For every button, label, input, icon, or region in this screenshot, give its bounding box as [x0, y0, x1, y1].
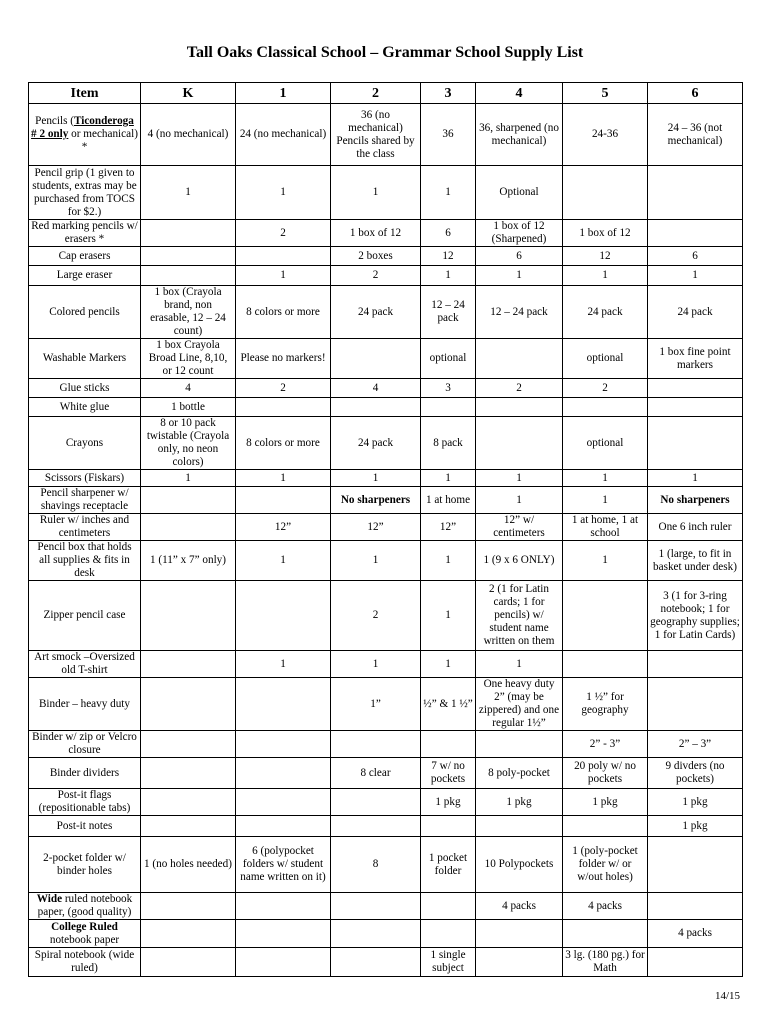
grade-cell: 12”: [421, 514, 476, 541]
grade-cell: 3 (1 for 3-ring notebook; 1 for geography supplies; 1 for Latin Cards): [648, 581, 743, 651]
grade-cell: 1: [331, 541, 421, 581]
item-cell: Post-it notes: [29, 816, 141, 837]
grade-cell: 7 w/ no pockets: [421, 758, 476, 789]
grade-cell: [141, 514, 236, 541]
table-row: [29, 166, 743, 220]
grade-cell: 1 box of 12: [563, 220, 648, 247]
grade-cell: [141, 487, 236, 514]
grade-cell: ½” & 1 ½”: [421, 678, 476, 731]
header-3: 3: [421, 83, 476, 104]
table-row: [29, 286, 743, 339]
grade-cell: 1: [476, 266, 563, 286]
grade-cell: 1: [141, 166, 236, 220]
grade-cell: 1 box Crayola Broad Line, 8,10, or 12 count: [141, 339, 236, 379]
grade-cell: [236, 948, 331, 977]
item-cell: Glue sticks: [29, 379, 141, 398]
grade-cell: One heavy duty 2” (may be zippered) and one regular 1½”: [476, 678, 563, 731]
table-row: [29, 893, 743, 920]
grade-cell: [648, 651, 743, 678]
grade-cell: 1 at home: [421, 487, 476, 514]
grade-cell: 1 pkg: [563, 789, 648, 816]
grade-cell: 1 (9 x 6 ONLY): [476, 541, 563, 581]
grade-cell: 24 pack: [648, 286, 743, 339]
grade-cell: [331, 398, 421, 417]
item-cell: Pencil box that holds all supplies & fits in desk: [29, 541, 141, 581]
grade-cell: 1 box of 12: [331, 220, 421, 247]
grade-cell: 2: [236, 379, 331, 398]
table-row: [29, 398, 743, 417]
grade-cell: 1: [421, 470, 476, 487]
grade-cell: [648, 893, 743, 920]
grade-cell: [331, 948, 421, 977]
header-row: [29, 83, 743, 104]
grade-cell: 8 poly-pocket: [476, 758, 563, 789]
grade-cell: 1: [236, 470, 331, 487]
grade-cell: Optional: [476, 166, 563, 220]
item-cell: Washable Markers: [29, 339, 141, 379]
grade-cell: [563, 651, 648, 678]
table-row: [29, 379, 743, 398]
grade-cell: 9 divders (no pockets): [648, 758, 743, 789]
grade-cell: [476, 398, 563, 417]
grade-cell: 1: [421, 541, 476, 581]
grade-cell: [236, 581, 331, 651]
grade-cell: [141, 789, 236, 816]
grade-cell: [648, 398, 743, 417]
table-row: [29, 816, 743, 837]
grade-cell: 1 ½” for geography: [563, 678, 648, 731]
grade-cell: [236, 893, 331, 920]
grade-cell: 4: [331, 379, 421, 398]
grade-cell: [236, 731, 331, 758]
item-cell: Binder – heavy duty: [29, 678, 141, 731]
grade-cell: 2: [563, 379, 648, 398]
grade-cell: 1: [563, 487, 648, 514]
grade-cell: 6: [476, 247, 563, 266]
grade-cell: [236, 398, 331, 417]
grade-cell: [476, 816, 563, 837]
grade-cell: 36 (no mechanical) Pencils shared by the class: [331, 104, 421, 166]
grade-cell: optional: [421, 339, 476, 379]
header-k: K: [141, 83, 236, 104]
grade-cell: 1: [476, 470, 563, 487]
item-cell: Large eraser: [29, 266, 141, 286]
table-row: [29, 678, 743, 731]
grade-cell: 12 – 24 pack: [421, 286, 476, 339]
grade-cell: [421, 893, 476, 920]
grade-cell: [648, 948, 743, 977]
grade-cell: 1 single subject: [421, 948, 476, 977]
grade-cell: 12” w/ centimeters: [476, 514, 563, 541]
table-row: [29, 417, 743, 470]
item-cell: College Ruled notebook paper: [29, 920, 141, 948]
grade-cell: 1: [141, 470, 236, 487]
grade-cell: 1 bottle: [141, 398, 236, 417]
item-cell: Pencils (Ticonderoga # 2 only or mechanical) *: [29, 104, 141, 166]
grade-cell: optional: [563, 417, 648, 470]
table-row: [29, 920, 743, 948]
grade-cell: [331, 789, 421, 816]
grade-cell: 1: [236, 651, 331, 678]
grade-cell: [236, 816, 331, 837]
table-row: [29, 487, 743, 514]
table-row: [29, 651, 743, 678]
header-5: 5: [563, 83, 648, 104]
item-cell: Pencil grip (1 given to students, extras may be purchased from TOCS for $2.): [29, 166, 141, 220]
grade-cell: [141, 893, 236, 920]
grade-cell: [648, 379, 743, 398]
grade-cell: 1: [236, 166, 331, 220]
grade-cell: 4 packs: [476, 893, 563, 920]
grade-cell: 1 pocket folder: [421, 837, 476, 893]
grade-cell: [141, 678, 236, 731]
table-row: [29, 948, 743, 977]
grade-cell: 1 (11” x 7” only): [141, 541, 236, 581]
grade-cell: 20 poly w/ no pockets: [563, 758, 648, 789]
grade-cell: 2” – 3”: [648, 731, 743, 758]
grade-cell: 8 pack: [421, 417, 476, 470]
grade-cell: 1 box (Crayola brand, non erasable, 12 – 24 count): [141, 286, 236, 339]
grade-cell: [421, 816, 476, 837]
grade-cell: [648, 166, 743, 220]
grade-cell: 2: [331, 266, 421, 286]
header-2: 2: [331, 83, 421, 104]
grade-cell: 2 boxes: [331, 247, 421, 266]
grade-cell: 1: [476, 651, 563, 678]
grade-cell: 1: [236, 266, 331, 286]
grade-cell: [331, 920, 421, 948]
grade-cell: 8 clear: [331, 758, 421, 789]
grade-cell: 8: [331, 837, 421, 893]
grade-cell: 1: [421, 581, 476, 651]
grade-cell: [141, 581, 236, 651]
grade-cell: 2: [331, 581, 421, 651]
grade-cell: 24 pack: [563, 286, 648, 339]
grade-cell: [331, 816, 421, 837]
grade-cell: [141, 816, 236, 837]
grade-cell: 1: [421, 266, 476, 286]
grade-cell: [648, 220, 743, 247]
grade-cell: 1 (large, to fit in basket under desk): [648, 541, 743, 581]
grade-cell: 1 pkg: [648, 816, 743, 837]
item-cell: Scissors (Fiskars): [29, 470, 141, 487]
grade-cell: [141, 651, 236, 678]
header-4: 4: [476, 83, 563, 104]
grade-cell: 1: [331, 166, 421, 220]
item-cell: Post-it flags (repositionable tabs): [29, 789, 141, 816]
grade-cell: 24 pack: [331, 286, 421, 339]
grade-cell: 12”: [236, 514, 331, 541]
grade-cell: [331, 731, 421, 758]
table-row: [29, 837, 743, 893]
grade-cell: 6: [421, 220, 476, 247]
item-cell: Ruler w/ inches and centimeters: [29, 514, 141, 541]
grade-cell: 8 colors or more: [236, 286, 331, 339]
header-6: 6: [648, 83, 743, 104]
table-row: [29, 339, 743, 379]
grade-cell: No sharpeners: [648, 487, 743, 514]
grade-cell: 3: [421, 379, 476, 398]
grade-cell: [141, 948, 236, 977]
table-row: [29, 247, 743, 266]
grade-cell: 24 pack: [331, 417, 421, 470]
grade-cell: [648, 678, 743, 731]
grade-cell: [563, 920, 648, 948]
grade-cell: 1: [648, 266, 743, 286]
grade-cell: 1: [331, 651, 421, 678]
grade-cell: 8 colors or more: [236, 417, 331, 470]
grade-cell: 1: [331, 470, 421, 487]
grade-cell: 12 – 24 pack: [476, 286, 563, 339]
grade-cell: 12: [563, 247, 648, 266]
grade-cell: 1: [476, 487, 563, 514]
grade-cell: [141, 247, 236, 266]
item-cell: Spiral notebook (wide ruled): [29, 948, 141, 977]
grade-cell: 24-36: [563, 104, 648, 166]
grade-cell: [563, 581, 648, 651]
table-row: [29, 470, 743, 487]
grade-cell: 1: [563, 470, 648, 487]
table-row: [29, 541, 743, 581]
grade-cell: [563, 398, 648, 417]
grade-cell: 4 packs: [563, 893, 648, 920]
grade-cell: 1: [421, 166, 476, 220]
grade-cell: 6: [648, 247, 743, 266]
grade-cell: 12”: [331, 514, 421, 541]
grade-cell: [141, 920, 236, 948]
grade-cell: 1: [563, 266, 648, 286]
grade-cell: 6 (polypocket folders w/ student name written on it): [236, 837, 331, 893]
grade-cell: 12: [421, 247, 476, 266]
grade-cell: 1 pkg: [476, 789, 563, 816]
grade-cell: 1 at home, 1 at school: [563, 514, 648, 541]
item-cell: Pencil sharpener w/ shavings receptacle: [29, 487, 141, 514]
grade-cell: [476, 417, 563, 470]
grade-cell: [421, 398, 476, 417]
grade-cell: [476, 339, 563, 379]
grade-cell: [476, 948, 563, 977]
grade-cell: [421, 920, 476, 948]
grade-cell: Please no markers!: [236, 339, 331, 379]
item-cell: Colored pencils: [29, 286, 141, 339]
item-cell: Binder w/ zip or Velcro closure: [29, 731, 141, 758]
grade-cell: [141, 731, 236, 758]
grade-cell: 4 packs: [648, 920, 743, 948]
header-item: Item: [29, 83, 141, 104]
grade-cell: One 6 inch ruler: [648, 514, 743, 541]
table-row: [29, 789, 743, 816]
grade-cell: 36: [421, 104, 476, 166]
grade-cell: [236, 247, 331, 266]
item-cell: White glue: [29, 398, 141, 417]
grade-cell: [648, 837, 743, 893]
grade-cell: [563, 166, 648, 220]
grade-cell: 1 box fine point markers: [648, 339, 743, 379]
grade-cell: [236, 678, 331, 731]
grade-cell: 24 (no mechanical): [236, 104, 331, 166]
table-row: [29, 266, 743, 286]
grade-cell: [236, 758, 331, 789]
page-number: 14/15: [714, 990, 740, 1002]
grade-cell: [236, 487, 331, 514]
grade-cell: 3 lg. (180 pg.) for Math: [563, 948, 648, 977]
grade-cell: 1 box of 12 (Sharpened): [476, 220, 563, 247]
grade-cell: [421, 731, 476, 758]
grade-cell: 2: [236, 220, 331, 247]
grade-cell: [648, 417, 743, 470]
grade-cell: 4: [141, 379, 236, 398]
header-1: 1: [236, 83, 331, 104]
grade-cell: [476, 731, 563, 758]
page-title: Tall Oaks Classical School – Grammar School Supply List: [186, 44, 584, 61]
item-cell: Art smock –Oversized old T-shirt: [29, 651, 141, 678]
grade-cell: 1”: [331, 678, 421, 731]
grade-cell: 4 (no mechanical): [141, 104, 236, 166]
grade-cell: 1 pkg: [648, 789, 743, 816]
grade-cell: optional: [563, 339, 648, 379]
supply-table: [28, 82, 743, 977]
grade-cell: 1: [648, 470, 743, 487]
grade-cell: 2 (1 for Latin cards; 1 for pencils) w/ student name written on them: [476, 581, 563, 651]
item-cell: Red marking pencils w/ erasers *: [29, 220, 141, 247]
grade-cell: 1: [563, 541, 648, 581]
item-cell: Wide ruled notebook paper, (good quality): [29, 893, 141, 920]
grade-cell: 1: [236, 541, 331, 581]
grade-cell: [476, 920, 563, 948]
grade-cell: 1 pkg: [421, 789, 476, 816]
grade-cell: 10 Polypockets: [476, 837, 563, 893]
grade-cell: 24 – 36 (not mechanical): [648, 104, 743, 166]
grade-cell: 8 or 10 pack twistable (Crayola only, no neon colors): [141, 417, 236, 470]
item-cell: Cap erasers: [29, 247, 141, 266]
grade-cell: [236, 789, 331, 816]
item-cell: Crayons: [29, 417, 141, 470]
grade-cell: 2” - 3”: [563, 731, 648, 758]
table-row: [29, 758, 743, 789]
table-row: [29, 220, 743, 247]
grade-cell: 1 (no holes needed): [141, 837, 236, 893]
item-cell: Zipper pencil case: [29, 581, 141, 651]
item-cell: Binder dividers: [29, 758, 141, 789]
grade-cell: 1 (poly-pocket folder w/ or w/out holes): [563, 837, 648, 893]
table-row: [29, 514, 743, 541]
table-row: [29, 731, 743, 758]
grade-cell: 1: [421, 651, 476, 678]
grade-cell: [331, 339, 421, 379]
grade-cell: 2: [476, 379, 563, 398]
table-row: [29, 581, 743, 651]
grade-cell: [141, 220, 236, 247]
grade-cell: [141, 266, 236, 286]
grade-cell: [563, 816, 648, 837]
table-row: [29, 104, 743, 166]
grade-cell: [141, 758, 236, 789]
item-cell: 2-pocket folder w/ binder holes: [29, 837, 141, 893]
grade-cell: [236, 920, 331, 948]
grade-cell: 36, sharpened (no mechanical): [476, 104, 563, 166]
grade-cell: No sharpeners: [331, 487, 421, 514]
grade-cell: [331, 893, 421, 920]
